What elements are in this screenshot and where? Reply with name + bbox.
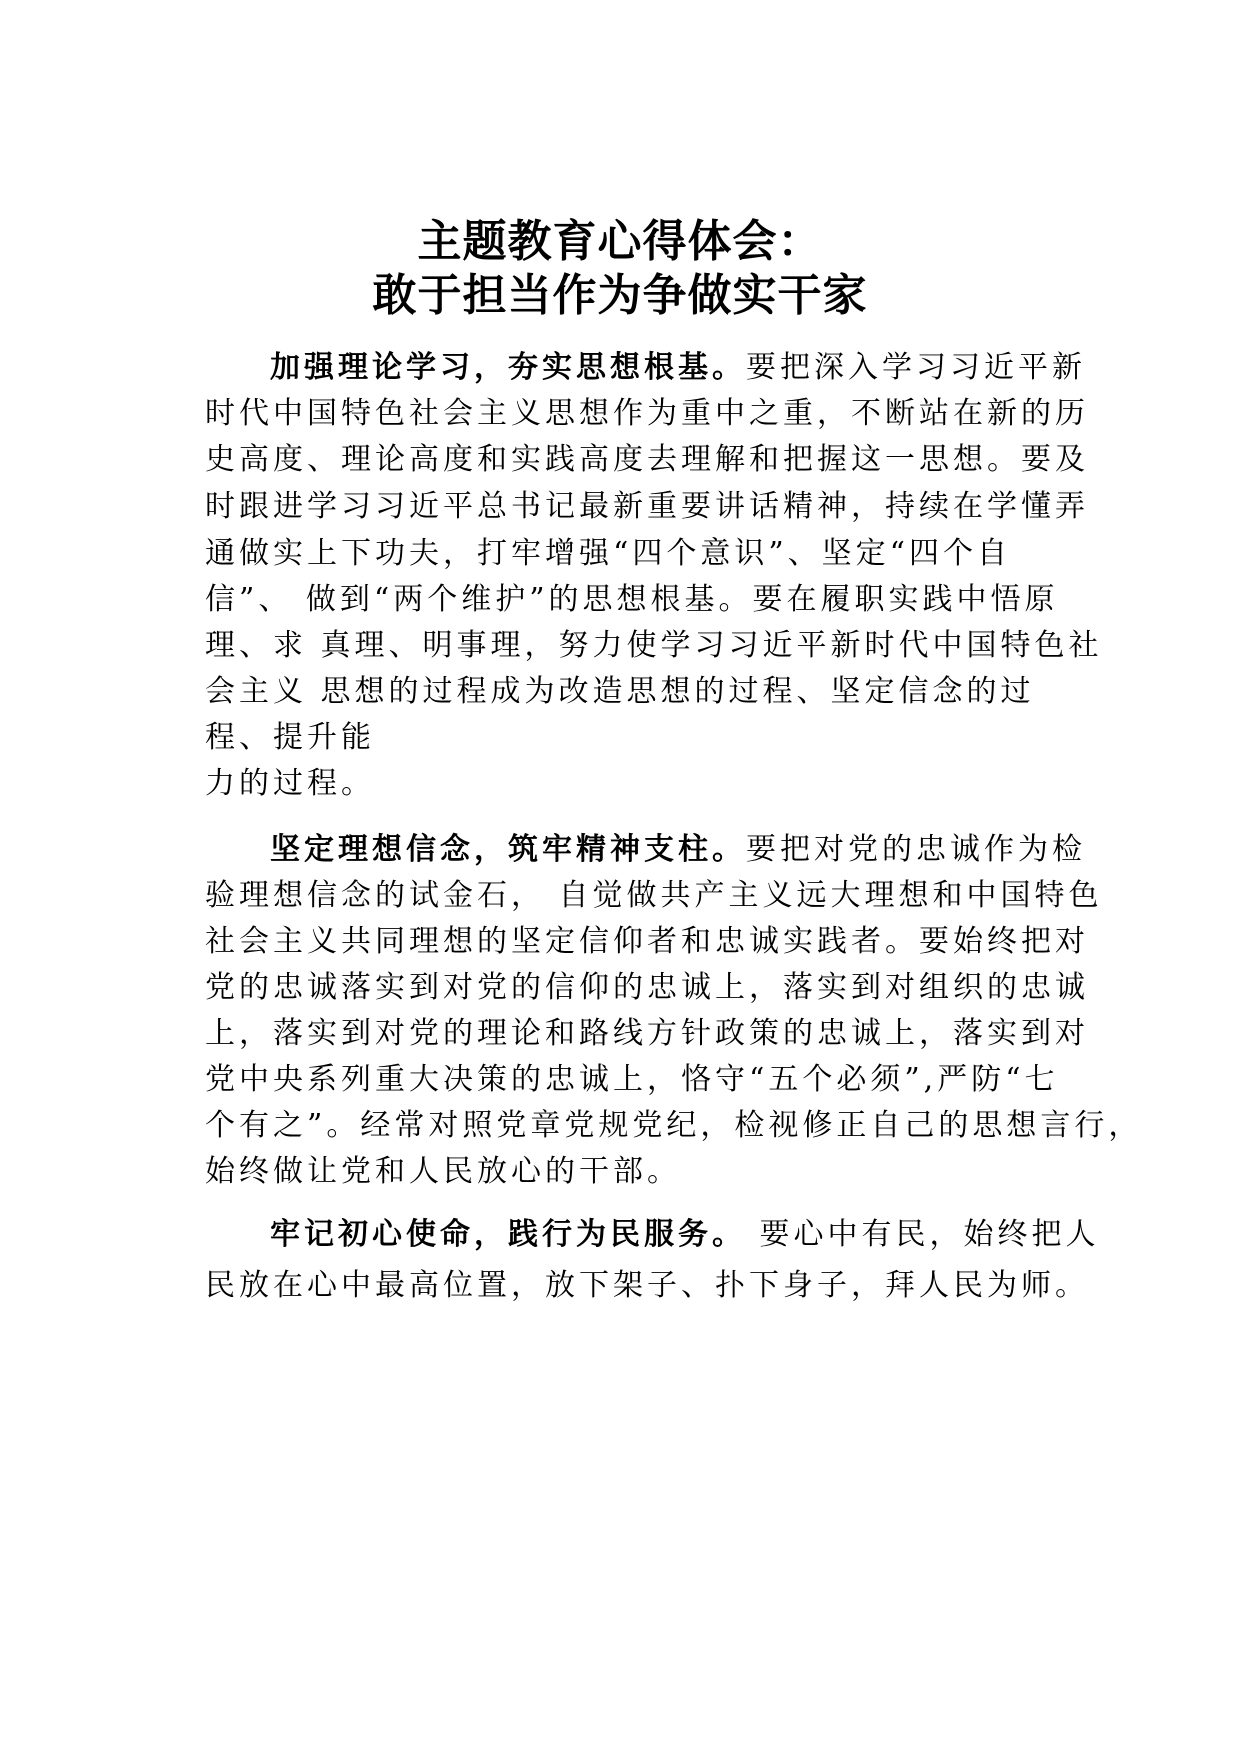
paragraph-2-line-3: 社会主义共同理想的坚定信仰者和忠诚实践者。要始终把对	[205, 924, 1089, 959]
paragraph-3-line-2: 民放在心中最高位置，放下架子、扑下身子，拜人民为师。	[205, 1268, 1089, 1303]
paragraph-1-line-10: 力的过程。	[205, 766, 375, 801]
paragraph-1-line-9: 程、提升能	[205, 720, 375, 755]
paragraph-1-line-1	[270, 348, 1086, 388]
paragraph-1-line-3: 史高度、理论高度和实践高度去理解和把握这一思想。要及	[205, 442, 1089, 477]
paragraph-3-text: 要心中有民，始终把人	[746, 1217, 1100, 1252]
paragraph-2-line-5: 上，落实到对党的理论和路线方针政策的忠诚上，落实到对	[205, 1016, 1089, 1051]
paragraph-1-line-4: 时跟进学习习近平总书记最新重要讲话精神，持续在学懂弄	[205, 489, 1089, 524]
paragraph-2-lead: 坚定理想信念，筑牢精神支柱。	[270, 832, 746, 867]
paragraph-1-line-8: 会主义 思想的过程成为改造思想的过程、坚定信念的过	[205, 674, 1035, 709]
paragraph-3-lead: 牢记初心使命，践行为民服务。	[270, 1217, 746, 1252]
paragraph-1-lead: 加强理论学习，夯实思想根基。	[270, 350, 746, 385]
paragraph-2-line-8: 始终做让党和人民放心的干部。	[205, 1154, 681, 1189]
paragraph-2-text: 要把对党的忠诚作为检	[746, 832, 1086, 867]
paragraph-2-line-7: 个有之”。经常对照党章党规党纪，检视修正自己的思想言行，	[205, 1108, 1143, 1143]
paragraph-1-text: 要把深入学习习近平新	[746, 350, 1086, 385]
paragraph-2-line-2: 验理想信念的试金石， 自觉做共产主义远大理想和中国特色	[205, 878, 1103, 913]
paragraph-3-line-1	[270, 1215, 1100, 1255]
document-title-line-1: 主题教育心得体会：	[417, 216, 823, 267]
paragraph-2-line-1	[270, 830, 1086, 870]
paragraph-1-line-5: 通做实上下功夫，打牢增强“四个意识”、坚定“四个自	[205, 536, 1012, 571]
paragraph-1-line-7: 理、求 真理、明事理，努力使学习习近平新时代中国特色社	[205, 628, 1103, 663]
paragraph-1-line-2: 时代中国特色社会主义思想作为重中之重，不断站在新的历	[205, 396, 1089, 431]
paragraph-2-line-4: 党的忠诚落实到对党的信仰的忠诚上，落实到对组织的忠诚	[205, 970, 1089, 1005]
document-title-line-2: 敢于担当作为争做实干家	[372, 270, 868, 321]
paragraph-1-line-6: 信”、 做到“两个维护”的思想根基。要在履职实践中悟原	[205, 582, 1059, 617]
paragraph-2-line-6: 党中央系列重大决策的忠诚上，恪守“五个必须”,严防“七	[205, 1062, 1059, 1097]
